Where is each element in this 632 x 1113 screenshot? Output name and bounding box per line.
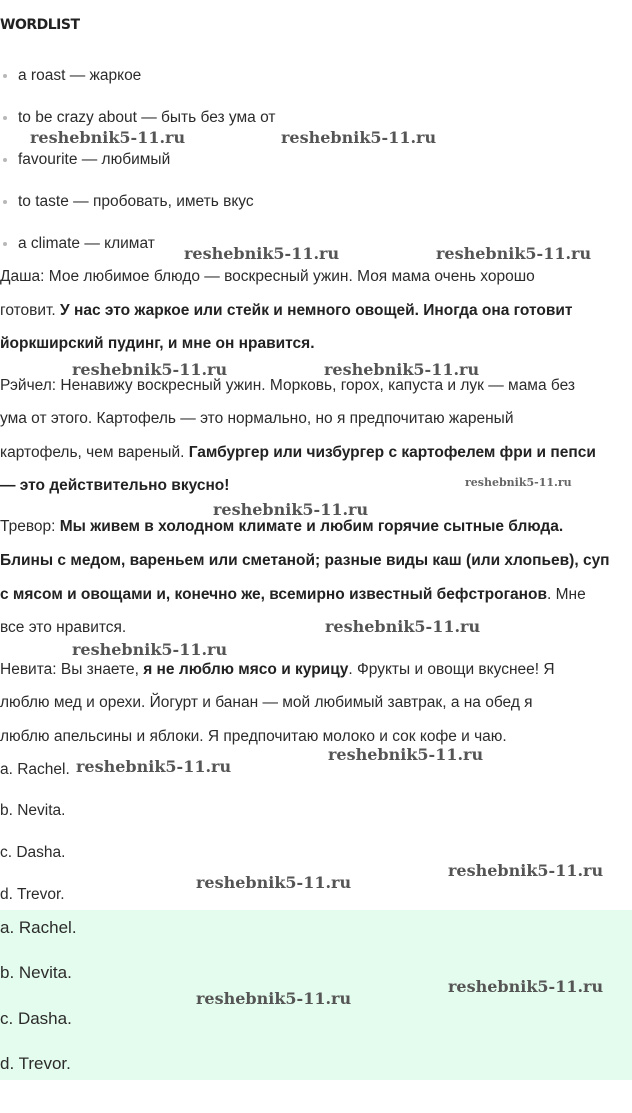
- answer-rachel: a. Rachel.: [0, 918, 77, 937]
- text-span: готовит.: [0, 302, 61, 319]
- watermark: reshebnik5-11.ru: [213, 500, 369, 519]
- paragraph-trevor-line: [0, 552, 610, 570]
- paragraph-trevor-line: [0, 518, 563, 536]
- wordlist-title: WORDLIST: [0, 17, 80, 33]
- watermark: reshebnik5-11.ru: [196, 873, 352, 892]
- paragraph-rachel-line: [0, 477, 229, 495]
- bullet-icon: [3, 242, 7, 246]
- bullet-icon: [3, 200, 7, 204]
- option-rachel: a. Rachel.: [0, 761, 70, 778]
- paragraph-trevor-line: [0, 619, 126, 637]
- text-span: Невита: Вы знаете,: [0, 661, 144, 678]
- bold-span: я не люблю мясо и курицу: [143, 661, 349, 678]
- wordlist-item: [18, 235, 155, 253]
- bold-span: Мы живем в холодном климате и любим горячие сытные блюда.: [59, 518, 564, 535]
- bullet-icon: [3, 116, 7, 120]
- bold-span: йоркширский пудинг, и мне он нравится.: [0, 335, 315, 352]
- bold-span: У нас это жаркое или стейк и немного овощей. Иногда она готовит: [60, 302, 573, 319]
- answer-nevita: b. Nevita.: [0, 963, 72, 982]
- paragraph-rachel-line: [0, 444, 596, 462]
- watermark: reshebnik5-11.ru: [328, 745, 484, 764]
- bullet-icon: [3, 158, 7, 162]
- watermark: reshebnik5-11.ru: [448, 977, 604, 996]
- wordlist-item: [18, 67, 141, 85]
- option-dasha: c. Dasha.: [0, 844, 66, 861]
- bold-span: с мясом и овощами и, конечно же, всемирно известный бефстроганов: [0, 586, 548, 603]
- paragraph-trevor-line: [0, 586, 586, 604]
- watermark: reshebnik5-11.ru: [448, 861, 604, 880]
- paragraph-nevita-line: [0, 694, 533, 712]
- answer-dasha: c. Dasha.: [0, 1009, 72, 1028]
- watermark: reshebnik5-11.ru: [281, 128, 437, 147]
- text-span: Рэйчел: Ненавижу воскресный ужин. Морковь, горох, капуста и лук — мама без: [0, 377, 575, 394]
- paragraph-dasha-line: [0, 335, 315, 353]
- paragraph-dasha-line: [0, 302, 573, 320]
- option-nevita: b. Nevita.: [0, 802, 66, 819]
- bold-span: Блины с медом, вареньем или сметаной; разные виды каш (или хлопьев), суп: [0, 552, 610, 569]
- answer-trevor: d. Trevor.: [0, 1054, 71, 1073]
- text-span: Тревор:: [0, 518, 60, 535]
- wordlist-item-text: to taste — пробовать, иметь вкус: [18, 193, 254, 210]
- option-trevor: d. Trevor.: [0, 886, 65, 903]
- text-span: люблю апельсины и яблоки. Я предпочитаю молоко и сок кофе и чаю.: [0, 728, 507, 745]
- watermark: reshebnik5-11.ru: [76, 757, 232, 776]
- watermark: reshebnik5-11.ru: [324, 360, 480, 379]
- bold-span: — это действительно вкусно!: [0, 477, 230, 494]
- wordlist-item-text: to be crazy about — быть без ума от: [18, 109, 276, 126]
- wordlist-item-text: a roast — жаркое: [18, 67, 142, 84]
- watermark: reshebnik5-11.ru: [465, 476, 572, 489]
- wordlist-item-text: a climate — климат: [18, 235, 155, 252]
- wordlist-item-text: favourite — любимый: [18, 151, 171, 168]
- watermark: reshebnik5-11.ru: [30, 128, 186, 147]
- wordlist-item: [18, 193, 254, 211]
- text-span: . Фрукты и овощи вкуснее! Я: [348, 661, 555, 678]
- bold-span: Гамбургер или чизбургер с картофелем фри и пепси: [188, 444, 596, 461]
- watermark: reshebnik5-11.ru: [325, 617, 481, 636]
- watermark: reshebnik5-11.ru: [72, 360, 228, 379]
- bullet-icon: [3, 74, 7, 78]
- paragraph-nevita-line: [0, 661, 555, 679]
- paragraph-rachel-line: [0, 377, 575, 395]
- wordlist-item: [18, 151, 170, 169]
- watermark: reshebnik5-11.ru: [196, 989, 352, 1008]
- wordlist-item: [18, 109, 275, 127]
- paragraph-nevita-line: [0, 728, 507, 746]
- watermark: reshebnik5-11.ru: [436, 244, 592, 263]
- text-span: картофель, чем вареный.: [0, 444, 189, 461]
- watermark: reshebnik5-11.ru: [184, 244, 340, 263]
- text-span: люблю мед и орехи. Йогурт и банан — мой любимый завтрак, а на обед я: [0, 694, 533, 711]
- text-span: ума от этого. Картофель — это нормально, но я предпочитаю жареный: [0, 410, 514, 427]
- paragraph-rachel-line: [0, 410, 513, 428]
- paragraph-dasha-line: [0, 268, 535, 286]
- watermark: reshebnik5-11.ru: [72, 640, 228, 659]
- text-span: все это нравится.: [0, 619, 127, 636]
- text-span: Даша: Мое любимое блюдо — воскресный ужин. Моя мама очень хорошо: [0, 268, 535, 285]
- text-span: . Мне: [547, 586, 586, 603]
